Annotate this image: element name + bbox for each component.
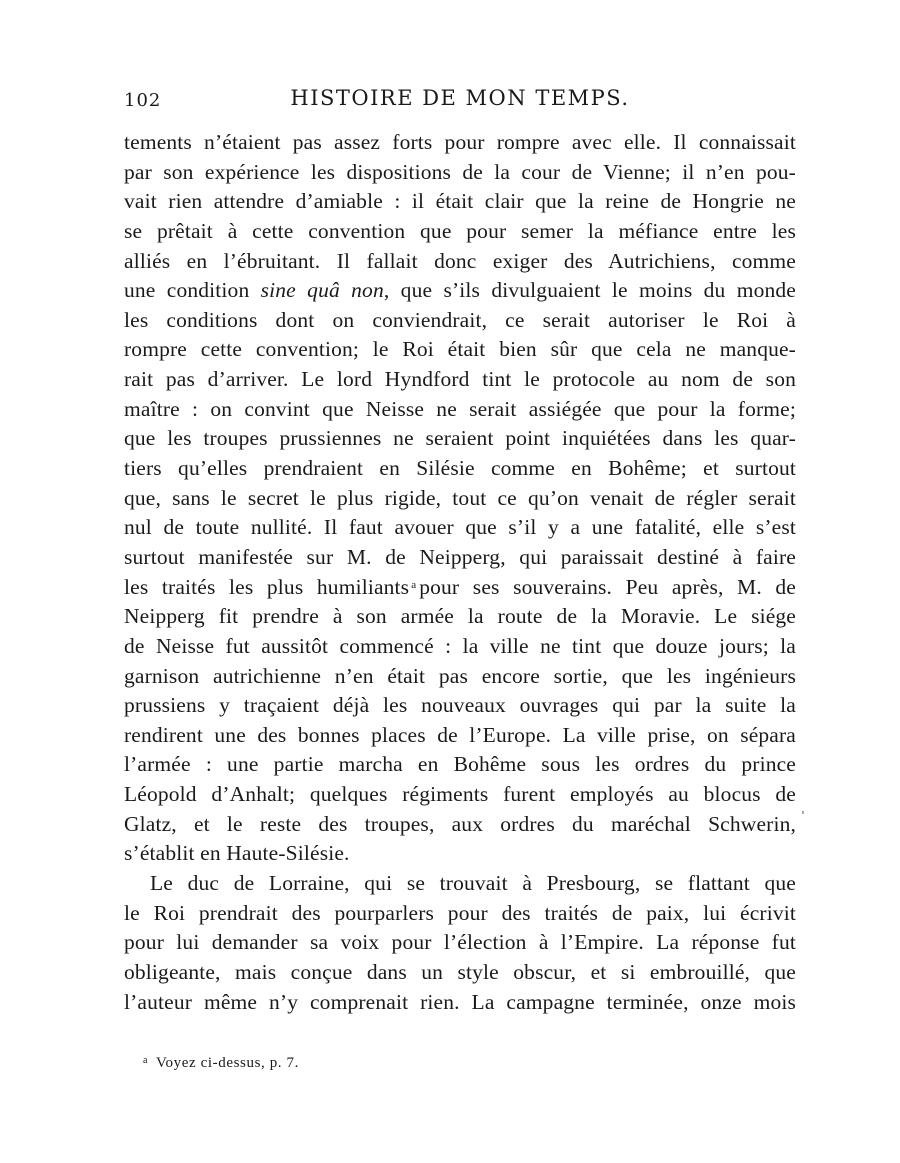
running-header: [124, 86, 796, 116]
text-segment: les traités les plus humiliants: [124, 574, 410, 599]
text-line: rompre cette convention; le Roi était bien sûr que cela ne manque-: [124, 337, 796, 362]
scan-speck: [802, 811, 804, 814]
text-line: pour lui demander sa voix pour l’élection à l’Empire. La réponse fut: [124, 930, 796, 955]
text-segment: pour ses souverains. Peu après, M. de: [419, 574, 796, 599]
running-title: HISTOIRE DE MON TEMPS.: [290, 86, 630, 110]
text-line: obligeante, mais conçue dans un style obscur, et si embrouillé, que: [124, 959, 796, 984]
text-line: se prêtait à cette convention que pour semer la méfiance entre les: [124, 218, 796, 243]
page-number: 102: [124, 90, 162, 111]
text-line: le Roi prendrait des pourparlers pour des traités de paix, lui écrivit: [124, 900, 796, 925]
text-line: Le duc de Lorraine, qui se trouvait à Presbourg, se flattant que: [150, 871, 796, 896]
text-line: l’armée : une partie marcha en Bohême sous les ordres du prince: [124, 752, 796, 777]
text-line: par son expérience les dispositions de la cour de Vienne; il n’en pou-: [124, 159, 796, 184]
text-line: garnison autrichienne n’en était pas encore sortie, que les ingénieurs: [124, 663, 796, 688]
text-line: rendirent une des bonnes places de l’Europe. La ville prise, on sépara: [124, 722, 796, 747]
body-text: [124, 128, 796, 1017]
latin-phrase: sine quâ non: [260, 278, 384, 303]
text-line: alliés en l’ébruitant. Il fallait donc exiger des Autrichiens, comme: [124, 248, 796, 273]
text-line: [124, 573, 796, 603]
text-line: nul de toute nullité. Il faut avouer que s’il y a une fatalité, elle s’est: [124, 515, 796, 540]
text-line: tiers qu’elles prendraient en Silésie comme en Bohême; et surtout: [124, 456, 796, 481]
footnote-text: Voyez ci-dessus, p. 7.: [156, 1055, 299, 1071]
text-line: vait rien attendre d’amiable : il était clair que la reine de Hongrie ne: [124, 189, 796, 214]
text-line: surtout manifestée sur M. de Neipperg, qui paraissait destiné à faire: [124, 544, 796, 569]
footnote-marker: a: [143, 1055, 149, 1066]
text-line: [124, 276, 796, 306]
text-segment: une condition: [124, 278, 261, 303]
text-line: Glatz, et le reste des troupes, aux ordres du maréchal Schwerin,: [124, 811, 796, 836]
text-line: que, sans le secret le plus rigide, tout ce qu’on venait de régler serait: [124, 485, 796, 510]
text-line: prussiens y traçaient déjà les nouveaux ouvrages qui par la suite la: [124, 693, 796, 718]
footnote-reference: a: [411, 578, 417, 591]
text-line: Neipperg fit prendre à son armée la route de la Moravie. Le siége: [124, 604, 796, 629]
text-line: de Neisse fut aussitôt commencé : la ville ne tint que douze jours; la: [124, 633, 796, 658]
text-line: maître : on convint que Neisse ne serait assiégée que pour la forme;: [124, 396, 796, 421]
text-line: rait pas d’arriver. Le lord Hyndford tint le protocole au nom de son: [124, 367, 796, 392]
text-line: Léopold d’Anhalt; quelques régiments furent employés au blocus de: [124, 782, 796, 807]
text-line: que les troupes prussiennes ne seraient point inquiétées dans les quar-: [124, 426, 796, 451]
footnote: [143, 1055, 299, 1072]
text-line: tements n’étaient pas assez forts pour rompre avec elle. Il connaissait: [124, 130, 796, 154]
text-segment: , que s’ils divulguaient le moins du monde: [383, 278, 796, 303]
text-line: les conditions dont on conviendrait, ce serait autoriser le Roi à: [124, 307, 796, 332]
text-line: l’auteur même n’y comprenait rien. La campagne terminée, onze mois: [124, 989, 796, 1014]
text-line: s’établit en Haute-Silésie.: [124, 841, 350, 866]
